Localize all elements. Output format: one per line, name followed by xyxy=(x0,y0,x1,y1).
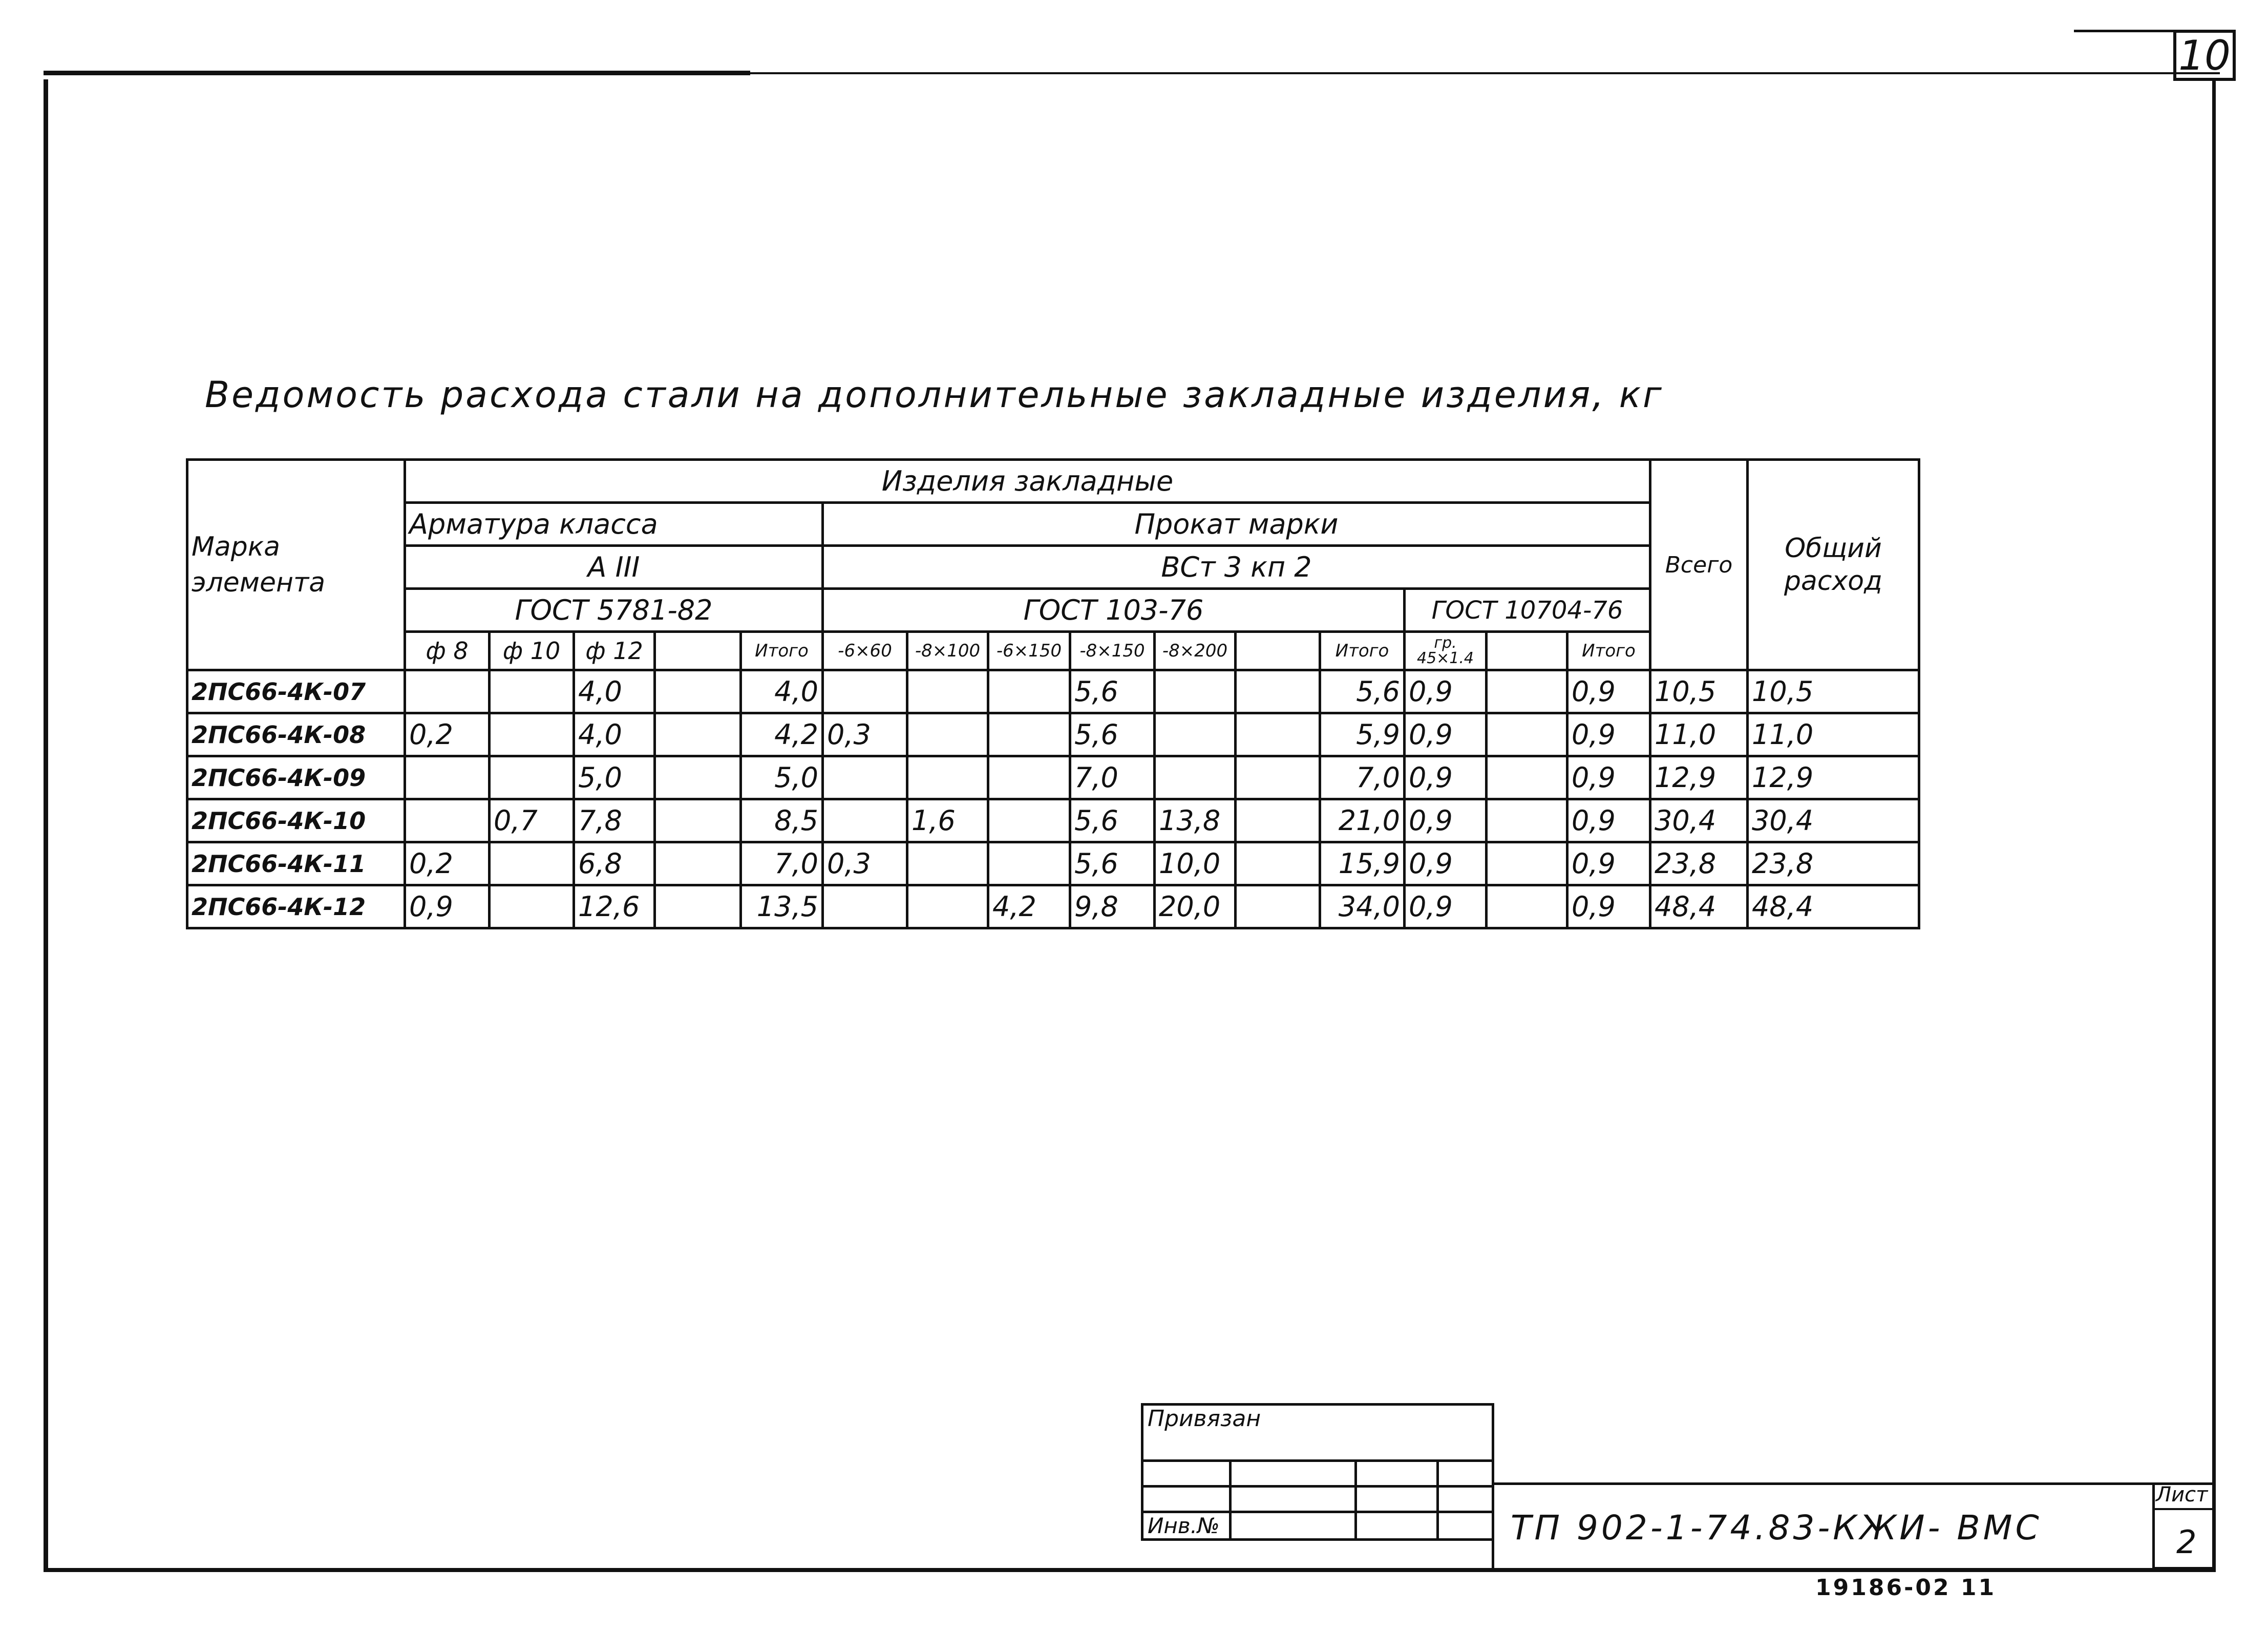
sub-blank1 xyxy=(655,632,741,670)
table-cell: 15,9 xyxy=(1320,842,1405,885)
table-row xyxy=(187,713,1919,756)
table-cell: 0,9 xyxy=(1405,885,1487,928)
table-cell: 4,0 xyxy=(574,670,655,713)
table-cell xyxy=(1236,756,1320,799)
table-row xyxy=(187,756,1919,799)
table-cell xyxy=(405,670,490,713)
table-cell: 20,0 xyxy=(1155,885,1236,928)
table-cell xyxy=(405,756,490,799)
table-cell: 7,0 xyxy=(741,842,823,885)
sub-d12: ф 12 xyxy=(574,632,655,670)
sub-8x100: -8×100 xyxy=(907,632,988,670)
table-cell: 5,0 xyxy=(574,756,655,799)
table-cell: 0,2 xyxy=(405,713,490,756)
table-cell: 30,4 xyxy=(1650,799,1748,842)
table-cell: 7,8 xyxy=(574,799,655,842)
table-cell xyxy=(490,842,574,885)
table-cell: 0,9 xyxy=(1405,756,1487,799)
table-cell: 7,0 xyxy=(1320,756,1405,799)
table-cell xyxy=(490,885,574,928)
table-cell xyxy=(988,799,1070,842)
table-cell xyxy=(1487,842,1567,885)
rebar-class-header: Арматура класса xyxy=(405,503,823,546)
table-cell: 0,3 xyxy=(823,713,907,756)
table-cell: 0,9 xyxy=(405,885,490,928)
table-cell xyxy=(655,713,741,756)
table-cell: 9,8 xyxy=(1070,885,1155,928)
table-cell xyxy=(907,842,988,885)
table-cell: 5,6 xyxy=(1070,842,1155,885)
table-cell xyxy=(1487,713,1567,756)
table-body xyxy=(187,670,1919,928)
table-cell xyxy=(1155,756,1236,799)
rolled-gost2-header: ГОСТ 10704-76 xyxy=(1405,589,1650,632)
table-cell: 0,9 xyxy=(1405,670,1487,713)
table-cell xyxy=(1155,713,1236,756)
table-cell xyxy=(988,842,1070,885)
table-cell xyxy=(823,670,907,713)
frame-right-line xyxy=(2212,81,2216,1571)
table-cell: 21,0 xyxy=(1320,799,1405,842)
table-cell xyxy=(1487,756,1567,799)
tied-label: Привязан xyxy=(1142,1405,1493,1461)
table-cell: 10,5 xyxy=(1650,670,1748,713)
table-cell: 0,2 xyxy=(405,842,490,885)
sheet-label: Лист xyxy=(2156,1483,2208,1507)
element-mark: 2ПС66-4К-08 xyxy=(187,713,405,756)
table-cell xyxy=(907,756,988,799)
table-cell: 0,9 xyxy=(1405,713,1487,756)
sheet-number-box xyxy=(2173,30,2236,81)
table-cell xyxy=(988,713,1070,756)
table-cell: 12,6 xyxy=(574,885,655,928)
table-cell xyxy=(405,799,490,842)
frame-top-line xyxy=(44,71,750,75)
element-mark: 2ПС66-4К-10 xyxy=(187,799,405,842)
sub-itogo1: Итого xyxy=(741,632,823,670)
archive-number: 19186-02 11 xyxy=(1815,1575,1997,1601)
rolled-mark-header: Прокат марки xyxy=(823,503,1650,546)
table-cell: 5,0 xyxy=(741,756,823,799)
element-mark: 2ПС66-4К-11 xyxy=(187,842,405,885)
table-cell: 11,0 xyxy=(1748,713,1919,756)
table-cell xyxy=(907,713,988,756)
table-cell: 0,9 xyxy=(1405,842,1487,885)
inv-no-label: Инв.№ xyxy=(1142,1512,1231,1540)
sheet-value: 2 xyxy=(2176,1523,2197,1561)
frame-bottom-line xyxy=(44,1568,2216,1572)
table-cell: 4,0 xyxy=(574,713,655,756)
table-cell: 5,6 xyxy=(1070,670,1155,713)
table-cell: 5,9 xyxy=(1320,713,1405,756)
sub-blank3 xyxy=(1487,632,1567,670)
sub-d8: ф 8 xyxy=(405,632,490,670)
table-cell: 0,3 xyxy=(823,842,907,885)
sub-itogo3: Итого xyxy=(1567,632,1650,670)
table-cell xyxy=(823,756,907,799)
table-cell: 0,9 xyxy=(1567,842,1650,885)
title-block-stamp xyxy=(1141,1403,1494,1541)
sub-8x150: -8×150 xyxy=(1070,632,1155,670)
table-cell: 0,9 xyxy=(1567,799,1650,842)
sub-gr-bottom: 45×1.4 xyxy=(1416,649,1474,667)
table-cell: 12,9 xyxy=(1748,756,1919,799)
table-cell: 4,2 xyxy=(741,713,823,756)
table-cell: 10,0 xyxy=(1155,842,1236,885)
table-cell: 48,4 xyxy=(1650,885,1748,928)
sheet-number: 10 xyxy=(2178,32,2231,79)
table-cell: 0,9 xyxy=(1567,713,1650,756)
table-cell xyxy=(988,670,1070,713)
sub-gr-top: гр. xyxy=(1434,634,1457,652)
col-total-header: Всего xyxy=(1650,460,1748,670)
table-cell: 30,4 xyxy=(1748,799,1919,842)
rebar-gost-header: ГОСТ 5781-82 xyxy=(405,589,823,632)
table-cell xyxy=(655,799,741,842)
table-cell: 34,0 xyxy=(1320,885,1405,928)
table-row xyxy=(187,842,1919,885)
table-cell xyxy=(1236,799,1320,842)
table-cell xyxy=(1487,799,1567,842)
sub-gr xyxy=(1405,632,1487,670)
table-cell: 12,9 xyxy=(1650,756,1748,799)
sub-8x200: -8×200 xyxy=(1155,632,1236,670)
table-row xyxy=(187,885,1919,928)
table-cell xyxy=(988,756,1070,799)
table-cell xyxy=(655,885,741,928)
table-cell xyxy=(1487,885,1567,928)
table-cell: 23,8 xyxy=(1748,842,1919,885)
sub-blank2 xyxy=(1236,632,1320,670)
table-cell: 1,6 xyxy=(907,799,988,842)
frame-top-line-thin xyxy=(750,72,2220,74)
table-cell: 13,8 xyxy=(1155,799,1236,842)
rolled-gost1-header: ГОСТ 103-76 xyxy=(823,589,1405,632)
col-mark-header: Марка элемента xyxy=(187,460,405,670)
table-cell xyxy=(490,756,574,799)
table-cell xyxy=(655,756,741,799)
table-cell: 0,7 xyxy=(490,799,574,842)
table-cell: 0,9 xyxy=(1405,799,1487,842)
table-cell: 4,2 xyxy=(988,885,1070,928)
sub-itogo2: Итого xyxy=(1320,632,1405,670)
frame-top-right-line xyxy=(2074,30,2176,32)
stamp-top-line xyxy=(1492,1482,2214,1485)
table-cell: 0,9 xyxy=(1567,670,1650,713)
table-cell: 11,0 xyxy=(1650,713,1748,756)
table-cell xyxy=(1236,842,1320,885)
sheet-box-divider xyxy=(2152,1508,2215,1510)
steel-consumption-table xyxy=(186,458,1920,929)
page-title: Ведомость расхода стали на дополнительные закладные изделия, кг xyxy=(205,374,1664,416)
table-cell xyxy=(655,670,741,713)
element-mark: 2ПС66-4К-12 xyxy=(187,885,405,928)
col-overall-header: Общий расход xyxy=(1748,460,1919,670)
table-cell: 48,4 xyxy=(1748,885,1919,928)
document-code: ТП 902-1-74.83-КЖИ- ВМС xyxy=(1511,1508,2042,1547)
table-cell xyxy=(907,885,988,928)
table-cell xyxy=(907,670,988,713)
table-cell: 13,5 xyxy=(741,885,823,928)
table-cell xyxy=(1236,885,1320,928)
rolled-grade-header: ВСт 3 кп 2 xyxy=(823,546,1650,589)
table-cell xyxy=(1236,713,1320,756)
table-row xyxy=(187,670,1919,713)
sub-d10: ф 10 xyxy=(490,632,574,670)
table-cell xyxy=(490,713,574,756)
frame-left-line xyxy=(44,79,48,1572)
table-row xyxy=(187,799,1919,842)
table-cell: 6,8 xyxy=(574,842,655,885)
element-mark: 2ПС66-4К-09 xyxy=(187,756,405,799)
embedded-header: Изделия закладные xyxy=(405,460,1650,503)
table-cell: 0,9 xyxy=(1567,885,1650,928)
table-cell xyxy=(655,842,741,885)
rebar-grade-header: А III xyxy=(405,546,823,589)
table-cell xyxy=(823,799,907,842)
table-cell: 8,5 xyxy=(741,799,823,842)
table-cell: 4,0 xyxy=(741,670,823,713)
table-cell xyxy=(1236,670,1320,713)
table-cell: 5,6 xyxy=(1320,670,1405,713)
table-cell xyxy=(1487,670,1567,713)
sub-6x60: -6×60 xyxy=(823,632,907,670)
table-cell xyxy=(490,670,574,713)
table-cell xyxy=(1155,670,1236,713)
table-cell: 10,5 xyxy=(1748,670,1919,713)
table-cell: 5,6 xyxy=(1070,713,1155,756)
table-cell xyxy=(823,885,907,928)
table-cell: 0,9 xyxy=(1567,756,1650,799)
table-cell: 23,8 xyxy=(1650,842,1748,885)
table-cell: 7,0 xyxy=(1070,756,1155,799)
sub-6x150: -6×150 xyxy=(988,632,1070,670)
stamp-left-line xyxy=(1492,1482,1494,1570)
table-cell: 5,6 xyxy=(1070,799,1155,842)
element-mark: 2ПС66-4К-07 xyxy=(187,670,405,713)
